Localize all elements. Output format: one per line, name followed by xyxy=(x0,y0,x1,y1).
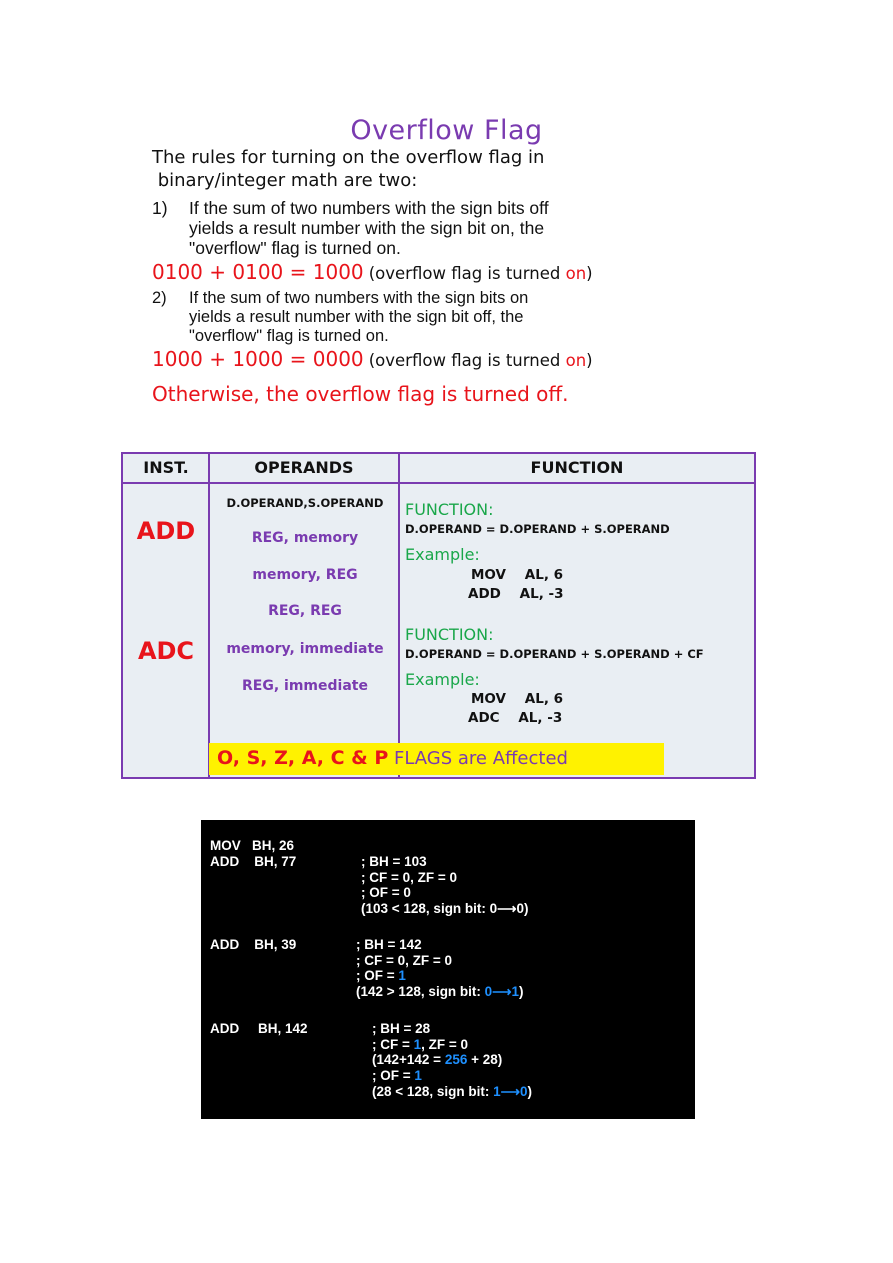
example-1-note-prefix: (overflow flag is turned xyxy=(368,264,566,283)
example-1-note-suffix: ) xyxy=(586,264,593,283)
code-comment xyxy=(372,1068,422,1083)
operand-item: D.OPERAND,S.OPERAND xyxy=(226,496,384,510)
code-text: (142+142 = xyxy=(372,1052,445,1067)
code-highlight: 0⟶1 xyxy=(484,984,520,999)
add-example-label: Example: xyxy=(405,545,480,564)
code-comment: ; BH = 142 xyxy=(356,937,422,952)
code-comment xyxy=(372,1084,532,1100)
example-2-note-on: on xyxy=(565,351,587,370)
code-text: ; OF = xyxy=(372,1068,415,1083)
code-comment xyxy=(372,1037,468,1052)
example-2 xyxy=(152,347,593,371)
header-inst: INST. xyxy=(143,458,189,477)
table-header-divider xyxy=(123,482,754,484)
code-highlight: 1 xyxy=(414,1068,422,1083)
table-divider-1 xyxy=(208,454,210,777)
example-1-equation: 0100 + 0100 = 1000 xyxy=(152,260,364,284)
rule-2-line-2: yields a result number with the sign bit off, the xyxy=(189,308,524,326)
inst-adc: ADC xyxy=(137,637,195,665)
code-line: ADD BH, 39 xyxy=(210,937,297,952)
code-comment xyxy=(356,984,524,1000)
rule-2-number: 2) xyxy=(152,289,167,307)
rule-2 xyxy=(152,289,529,345)
header-operands: OPERANDS xyxy=(254,458,354,477)
intro-line-2: binary/integer math are two: xyxy=(152,170,418,191)
rule-2-line-3: "overflow" flag is turned on. xyxy=(189,327,389,345)
operand-item: memory, immediate xyxy=(226,641,384,657)
rule-1-line-3: "overflow" flag is turned on. xyxy=(189,238,401,258)
add-example-code-2: ADD AL, -3 xyxy=(468,586,564,602)
otherwise-text: Otherwise, the overflow flag is turned off. xyxy=(152,382,569,406)
code-comment: (103 < 128, sign bit: 0⟶0) xyxy=(361,901,529,916)
operand-item: REG, immediate xyxy=(242,678,368,694)
example-1-note xyxy=(369,264,593,283)
code-text: , ZF = 0 xyxy=(421,1037,469,1052)
code-comment: ; BH = 103 xyxy=(361,854,427,869)
example-2-note-suffix: ) xyxy=(586,351,593,370)
code-text: ; CF = xyxy=(372,1037,414,1052)
code-comment: ; CF = 0, ZF = 0 xyxy=(356,953,453,968)
code-example-box xyxy=(201,820,695,1119)
operand-item: REG, REG xyxy=(268,603,342,619)
code-comment: ; CF = 0, ZF = 0 xyxy=(361,870,458,885)
rule-1-number: 1) xyxy=(152,198,168,218)
instruction-table xyxy=(121,452,756,779)
example-2-equation: 1000 + 1000 = 0000 xyxy=(152,347,364,371)
code-comment: ; BH = 28 xyxy=(372,1021,431,1036)
code-text: ; OF = xyxy=(356,968,399,983)
operand-item: REG, memory xyxy=(251,530,359,546)
flags-list: O, S, Z, A, C & P xyxy=(217,747,389,769)
code-text: ) xyxy=(527,1084,533,1099)
example-2-note-prefix: (overflow flag is turned xyxy=(368,351,566,370)
page-title: Overflow Flag xyxy=(350,115,543,146)
code-text: (28 < 128, sign bit: xyxy=(372,1084,494,1099)
code-highlight: 1 xyxy=(413,1037,422,1052)
add-function-label: FUNCTION: xyxy=(405,500,494,519)
adc-example-code-1: MOV AL, 6 xyxy=(471,691,564,707)
add-example-code-1: MOV AL, 6 xyxy=(471,567,564,583)
example-1-note-on: on xyxy=(565,264,587,283)
adc-definition: D.OPERAND = D.OPERAND + S.OPERAND + CF xyxy=(405,647,704,661)
adc-example-code-2: ADC AL, -3 xyxy=(468,710,563,726)
code-text: + 28) xyxy=(467,1052,503,1067)
code-comment xyxy=(356,968,406,983)
code-line: ADD BH, 77 xyxy=(210,854,297,869)
code-line: MOV BH, 26 xyxy=(210,838,295,853)
example-1 xyxy=(152,260,593,284)
add-definition: D.OPERAND = D.OPERAND + S.OPERAND xyxy=(405,522,670,536)
rule-1-line-1: If the sum of two numbers with the sign bits off xyxy=(189,198,549,218)
code-highlight: 1⟶0 xyxy=(493,1084,528,1099)
operand-item: memory, REG xyxy=(252,567,358,583)
adc-example-label: Example: xyxy=(405,670,480,689)
inst-add: ADD xyxy=(136,517,196,545)
intro-line-1: The rules for turning on the overflow flag in xyxy=(152,147,545,168)
example-2-note xyxy=(369,351,593,370)
header-function: FUNCTION xyxy=(530,458,624,477)
code-line: ADD BH, 142 xyxy=(210,1021,308,1036)
rule-1 xyxy=(152,198,549,258)
code-comment xyxy=(372,1052,502,1067)
code-highlight: 1 xyxy=(398,968,406,983)
rule-1-line-2: yields a result number with the sign bit on, the xyxy=(189,218,545,238)
code-highlight: 256 xyxy=(444,1052,468,1067)
code-text: ) xyxy=(519,984,524,999)
rule-2-line-1: If the sum of two numbers with the sign bits on xyxy=(189,289,529,307)
code-comment: ; OF = 0 xyxy=(361,885,411,900)
adc-function-label: FUNCTION: xyxy=(405,625,494,644)
flags-text: FLAGS are Affected xyxy=(388,748,568,769)
flags-affected-banner xyxy=(209,743,664,775)
code-text: (142 > 128, sign bit: xyxy=(356,984,485,999)
intro-text xyxy=(152,146,752,192)
